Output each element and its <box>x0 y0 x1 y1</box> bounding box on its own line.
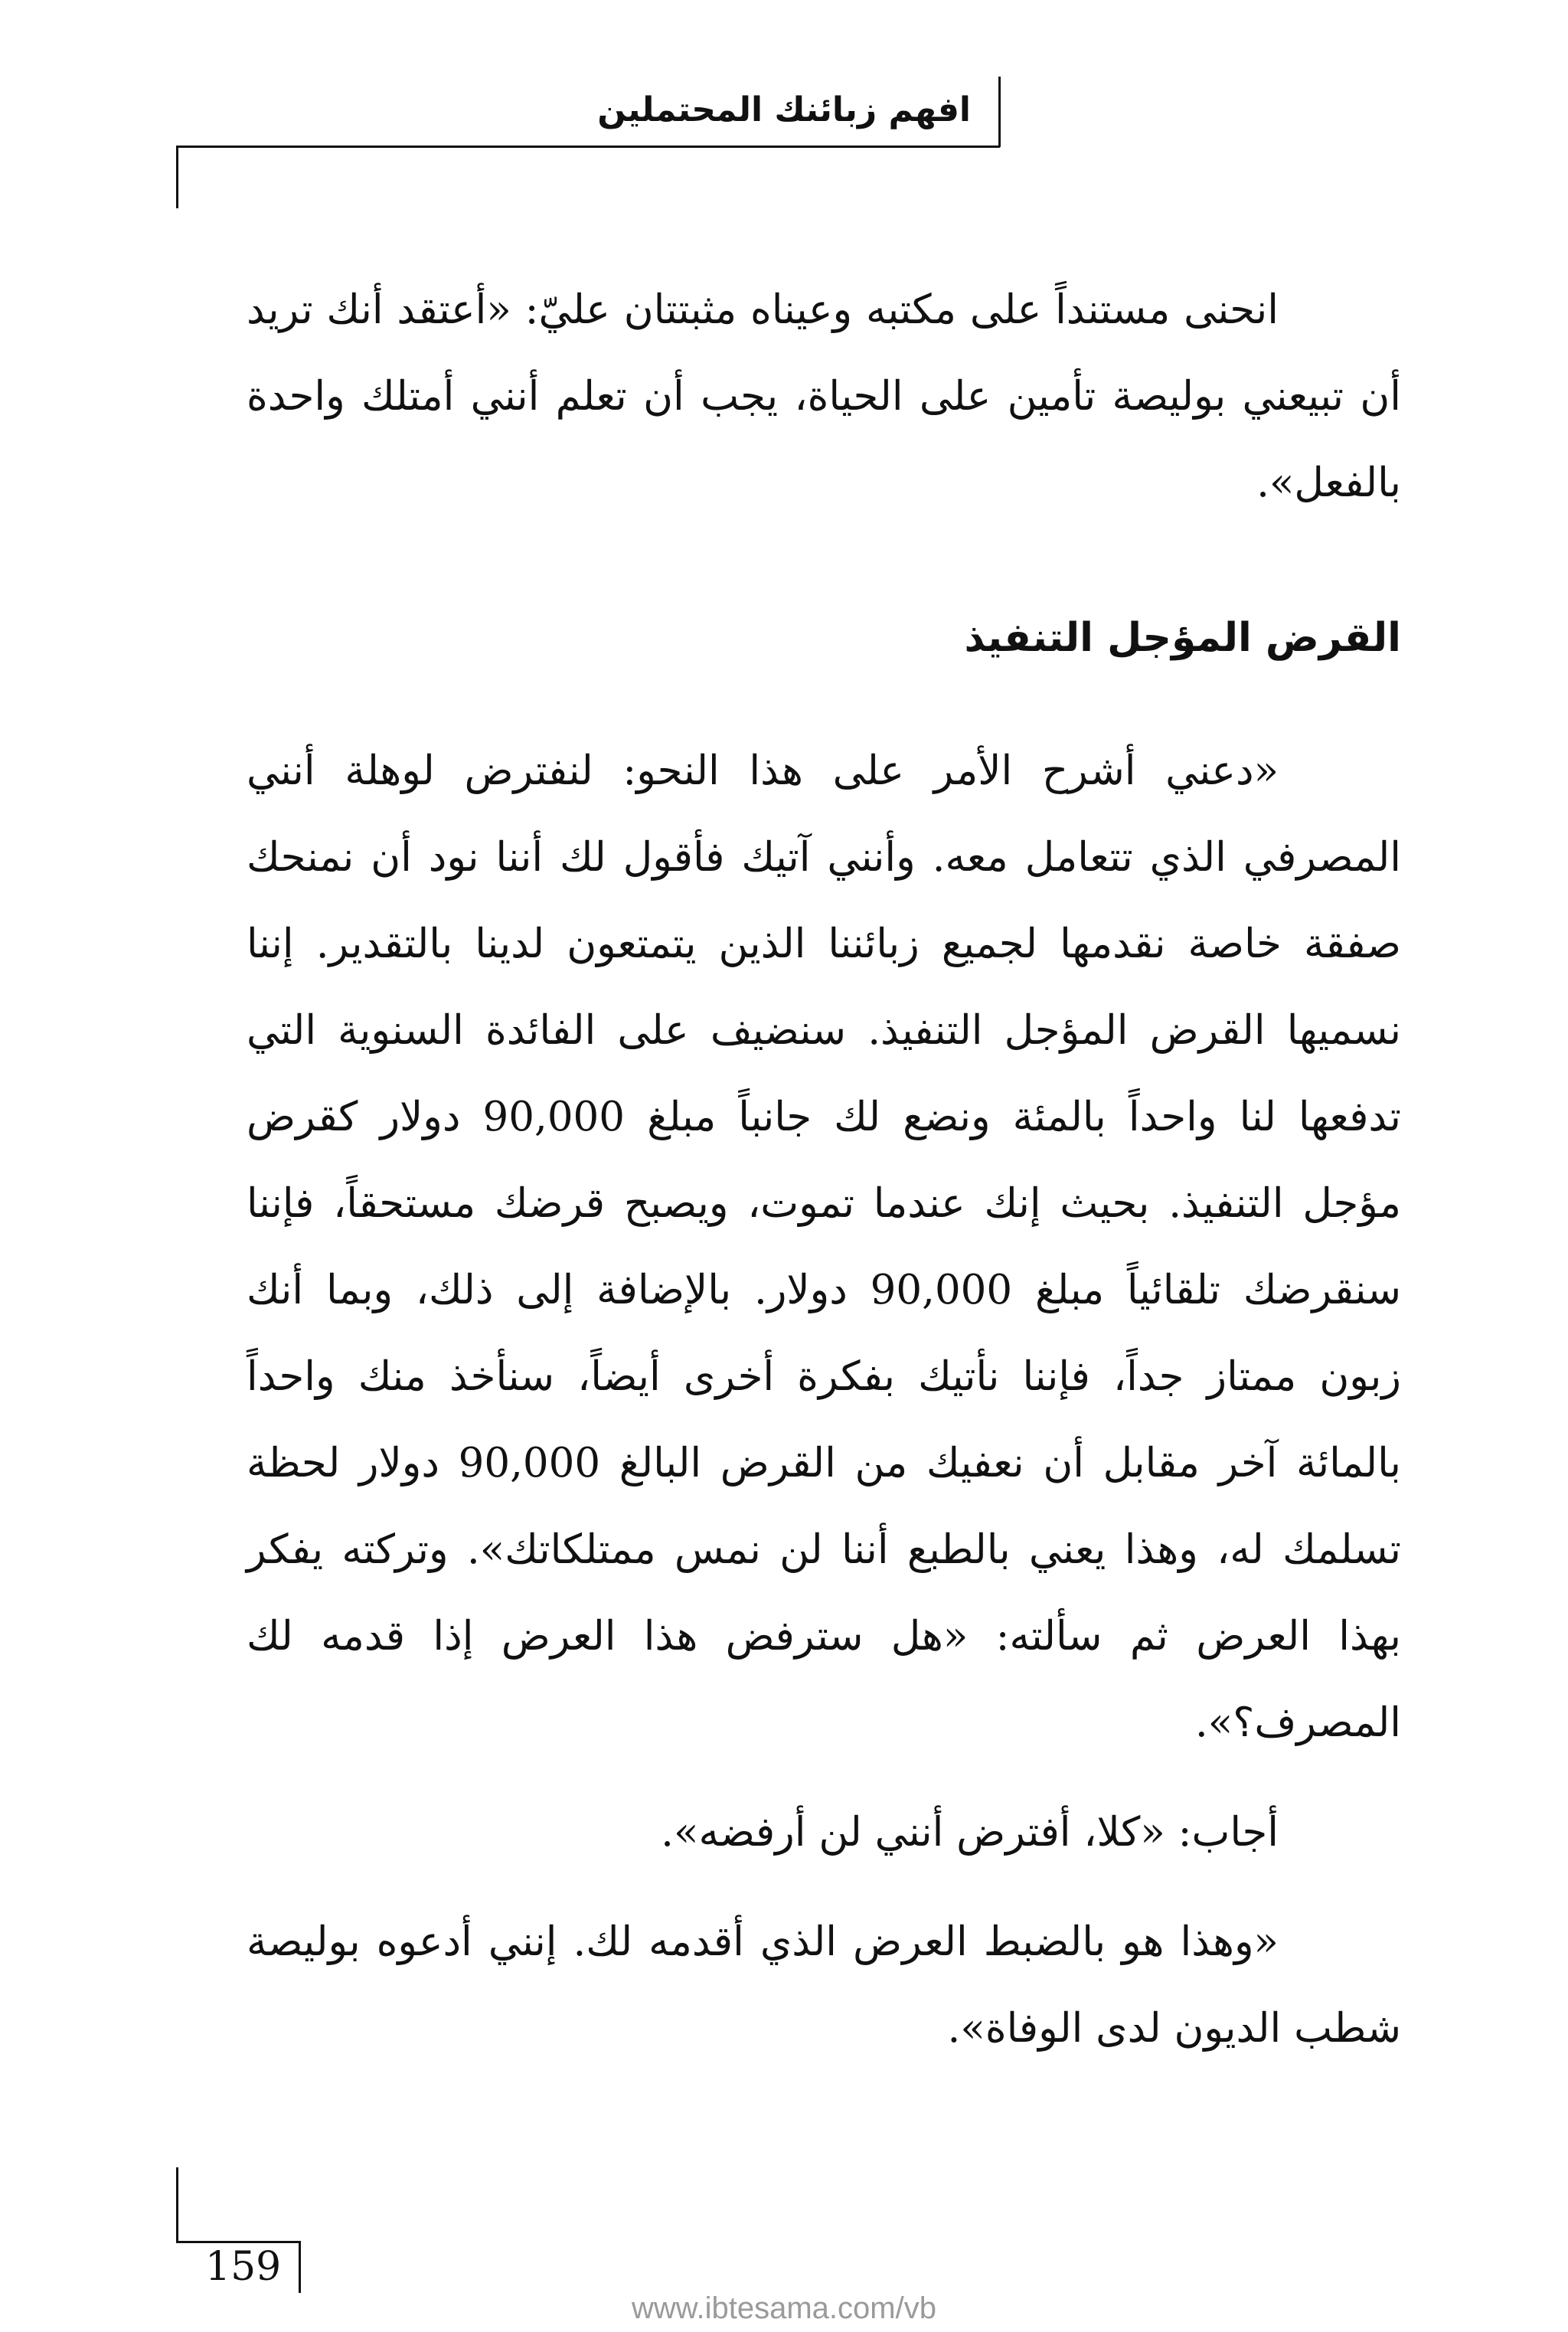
page-body <box>247 267 1401 2072</box>
paragraph-3: أجاب: «كلا، أفترض أنني لن أرفضه». <box>661 1809 1279 1856</box>
header-rule-vertical-right <box>998 77 1001 147</box>
paragraph-1: انحنى مستنداً على مكتبه وعيناه مثبتتان عليّ: «أعتقد أنك تريد أن تبيعني بوليصة تأمين على الحياة، يجب أن تعلم أنني أمتلك واحدة بالفعل». <box>247 286 1401 506</box>
paragraph-4: «وهذا هو بالضبط العرض الذي أقدمه لك. إنني أدعوه بوليصة شطب الديون لدى الوفاة». <box>247 1918 1401 2052</box>
running-header <box>0 0 1568 214</box>
section-heading: القرض المؤجل التنفيذ <box>964 615 1401 661</box>
page-number: 159 <box>205 2244 282 2290</box>
paragraph-2: «دعني أشرح الأمر على هذا النحو: لنفترض لوهلة أنني المصرفي الذي تتعامل معه. وأنني آتيك فأقول لك أننا نود أن نمنحك صفقة خاصة نقدمها لجميع زبائننا الذين يتمتعون لدينا بالتقدير. إننا نسميها القرض المؤجل التنفيذ. سنضيف على الفائدة السنوية التي تدفعها لنا واحداً بالمئة ونضع لك جانباً مبلغ 90,000 دولار كقرض مؤجل التنفيذ. بحيث إنك عندما تموت، ويصبح قرضك مستحقاً، فإننا سنقرضك تلقائياً مبلغ 90,000 دولار. بالإضافة إلى ذلك، وبما أنك زبون ممتاز جداً، فإننا نأتيك بفكرة أخرى أيضاً، سنأخذ منك واحداً بالمائة آخر مقابل أن نعفيك من القرض البالغ 90,000 دولار لحظة تسلمك له، وهذا يعني بالطبع أننا لن نمس ممتلكاتك». وتركته يفكر بهذا العرض ثم سألته: «هل سترفض هذا العرض إذا قدمه لك المصرف؟». <box>247 747 1401 1746</box>
footer-rule-vertical-left <box>176 2167 178 2242</box>
footer-rule <box>176 2241 300 2243</box>
footer-rule-vertical-right <box>299 2241 301 2293</box>
header-rule-vertical-left <box>176 146 178 208</box>
chapter-title: افهم زبائنك المحتملين <box>597 90 971 129</box>
watermark[interactable]: www.ibtesama.com/vb <box>632 2291 936 2325</box>
header-rule <box>176 146 1000 148</box>
